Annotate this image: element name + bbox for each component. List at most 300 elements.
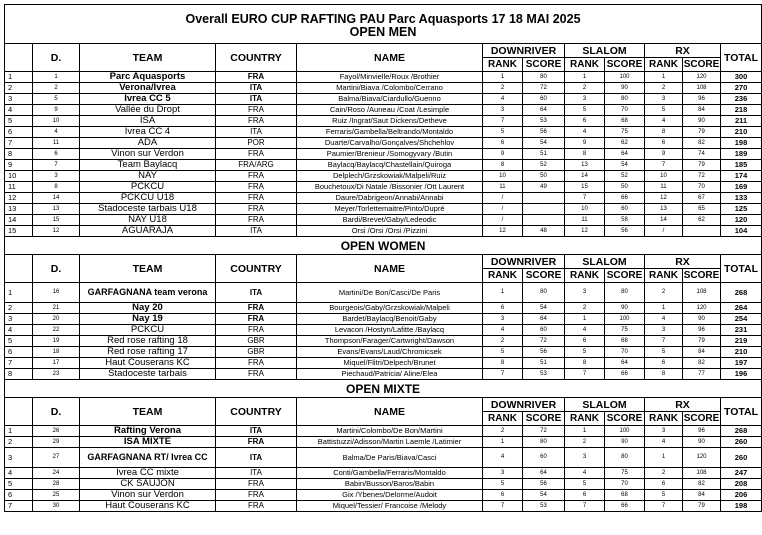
slalom-score-cell: 68 (605, 490, 645, 501)
downriver-score-header: SCORE (523, 269, 565, 283)
country-cell: FRA (216, 116, 297, 127)
table-row (5, 127, 762, 138)
downriver-rank-cell: 2 (483, 426, 523, 437)
downriver-score-cell: 54 (523, 490, 565, 501)
country-cell: FRA (216, 149, 297, 160)
total-cell: 208 (721, 479, 762, 490)
downriver-rank-cell: 4 (483, 325, 523, 336)
country-cell: GBR (216, 336, 297, 347)
rx-rank-cell: 1 (645, 72, 683, 83)
rx-score-cell: 65 (683, 204, 721, 215)
country-cell: ITA (216, 468, 297, 479)
rx-rank-header: RANK (645, 269, 683, 283)
slalom-rank-cell: 5 (565, 347, 605, 358)
slalom-rank-cell: 5 (565, 479, 605, 490)
slalom-score-cell: 62 (605, 138, 645, 149)
slalom-rank-cell: 2 (565, 303, 605, 314)
country-cell: FRA (216, 204, 297, 215)
names-cell: Evans/Evans/Laud/Chromicsek (297, 347, 483, 358)
position-cell: 15 (5, 226, 33, 237)
section-title: OPEN WOMEN (5, 237, 762, 255)
col-pos-header (5, 44, 33, 72)
country-cell: FRA/ARG (216, 160, 297, 171)
names-cell: Balma/De Paris/Biava/Casci (297, 448, 483, 468)
bib-cell: 27 (33, 448, 80, 468)
bib-cell: 19 (33, 336, 80, 347)
slalom-score-cell: 54 (605, 160, 645, 171)
downriver-rank-cell: / (483, 215, 523, 226)
slalom-score-cell: 60 (605, 204, 645, 215)
results-sheet (4, 4, 759, 512)
col-team-header: TEAM (80, 398, 216, 426)
table-row (5, 138, 762, 149)
names-cell: Baylacq/Baylacq/Chastellain/Quiroga (297, 160, 483, 171)
rx-score-cell: 108 (683, 283, 721, 303)
slalom-rank-cell: 6 (565, 336, 605, 347)
position-cell: 2 (5, 83, 33, 94)
total-cell: 219 (721, 336, 762, 347)
rx-rank-cell: 8 (645, 369, 683, 380)
downriver-rank-header: RANK (483, 58, 523, 72)
total-cell: 197 (721, 358, 762, 369)
downriver-score-cell: 72 (523, 426, 565, 437)
slalom-score-cell: 68 (605, 116, 645, 127)
downriver-rank-cell: 5 (483, 127, 523, 138)
downriver-score-cell (523, 215, 565, 226)
downriver-rank-cell: 1 (483, 72, 523, 83)
bib-cell: 24 (33, 468, 80, 479)
rx-score-cell: 82 (683, 358, 721, 369)
rx-header: RX (645, 44, 721, 58)
names-cell: Miquel/Flitri/Delpech/Brunet (297, 358, 483, 369)
names-cell: Bardet/Baylacq/Benoit/Gaby (297, 314, 483, 325)
table-row (5, 72, 762, 83)
table-row (5, 303, 762, 314)
total-cell: 300 (721, 72, 762, 83)
slalom-rank-cell: 13 (565, 160, 605, 171)
bib-cell: 18 (33, 347, 80, 358)
team-cell: CK SAUJON (80, 479, 216, 490)
table-row (5, 226, 762, 237)
table-row (5, 336, 762, 347)
downriver-score-cell: 53 (523, 116, 565, 127)
team-cell: Red rose rafting 18 (80, 336, 216, 347)
downriver-score-cell: 53 (523, 501, 565, 512)
rx-rank-cell: 3 (645, 94, 683, 105)
bib-cell: 5 (33, 94, 80, 105)
country-cell: GBR (216, 347, 297, 358)
rx-score-cell: 79 (683, 501, 721, 512)
table-row (5, 182, 762, 193)
rx-rank-cell: 11 (645, 182, 683, 193)
bib-cell: 12 (33, 226, 80, 237)
total-cell: 268 (721, 426, 762, 437)
slalom-score-cell: 100 (605, 72, 645, 83)
downriver-rank-cell: 7 (483, 116, 523, 127)
rx-rank-cell: 1 (645, 303, 683, 314)
bib-cell: 25 (33, 490, 80, 501)
col-d-header: D. (33, 398, 80, 426)
col-country-header: COUNTRY (216, 255, 297, 283)
rx-score-header: SCORE (683, 59, 720, 70)
rx-header: RX (645, 398, 721, 412)
names-cell: Levacon /Hostyn/Lafitte /Baylacq (297, 325, 483, 336)
names-cell: Thompson/Farager/Cartwright/Dawson (297, 336, 483, 347)
team-cell: PCKCU U18 (80, 193, 216, 204)
total-cell: 169 (721, 182, 762, 193)
rx-score-cell: 90 (683, 116, 721, 127)
slalom-score-cell: 90 (605, 437, 645, 448)
table-row (5, 160, 762, 171)
position-cell: 5 (5, 336, 33, 347)
downriver-score-header: SCORE (523, 58, 565, 72)
total-cell: 264 (721, 303, 762, 314)
slalom-score-cell: 66 (605, 501, 645, 512)
country-cell: FRA (216, 303, 297, 314)
total-cell: 260 (721, 448, 762, 468)
slalom-score-cell: 80 (605, 94, 645, 105)
country-cell: FRA (216, 479, 297, 490)
country-cell: FRA (216, 171, 297, 182)
rx-score-cell: 108 (683, 83, 721, 94)
slalom-score-cell: 52 (605, 171, 645, 182)
slalom-rank-cell: 10 (565, 204, 605, 215)
slalom-rank-cell: 7 (565, 501, 605, 512)
slalom-rank-cell: 9 (565, 138, 605, 149)
slalom-rank-cell: 1 (565, 72, 605, 83)
position-cell: 1 (5, 426, 33, 437)
downriver-score-cell: 56 (523, 479, 565, 490)
names-cell: Babin/Busson/Baros/Babin (297, 479, 483, 490)
rx-rank-cell: 2 (645, 283, 683, 303)
team-cell: AGUARAJA (80, 226, 216, 237)
col-country-header: COUNTRY (216, 44, 297, 72)
rx-score-cell: 79 (683, 127, 721, 138)
section-title-row (5, 380, 762, 398)
slalom-rank-cell: 1 (565, 314, 605, 325)
table-row (5, 193, 762, 204)
team-cell: Ivrea CC mixte (80, 468, 216, 479)
country-cell: POR (216, 138, 297, 149)
downriver-rank-cell: 11 (483, 182, 523, 193)
total-cell: 247 (721, 468, 762, 479)
country-cell: ITA (216, 127, 297, 138)
rx-score-cell: 96 (683, 325, 721, 336)
team-cell: GARFAGNANA RT/ Ivrea CC (80, 448, 216, 468)
rx-score-cell: 74 (683, 149, 721, 160)
table-row (5, 347, 762, 358)
slalom-rank-cell: 14 (565, 171, 605, 182)
downriver-score-cell: 60 (523, 94, 565, 105)
names-cell: Miquel/Tessier/ Francoise /Melody (297, 501, 483, 512)
slalom-rank-cell: 3 (565, 283, 605, 303)
downriver-score-cell: 51 (523, 358, 565, 369)
total-cell: 260 (721, 437, 762, 448)
rx-rank-cell: 7 (645, 336, 683, 347)
rx-score-cell: 84 (683, 347, 721, 358)
country-cell: FRA (216, 501, 297, 512)
total-cell: 254 (721, 314, 762, 325)
names-cell: Gix /Ybenes/Delorme/Audoit (297, 490, 483, 501)
names-cell: Duarte/Carvalho/Gonçalves/Shchehlov (297, 138, 483, 149)
position-cell: 4 (5, 105, 33, 116)
country-cell: ITA (216, 83, 297, 94)
downriver-score-cell: 80 (523, 437, 565, 448)
slalom-score-cell: 70 (605, 479, 645, 490)
slalom-rank-header: RANK (565, 58, 605, 72)
position-cell: 6 (5, 127, 33, 138)
team-cell: Verona/Ivrea (80, 83, 216, 94)
bib-cell: 23 (33, 369, 80, 380)
rx-score-cell: 82 (683, 479, 721, 490)
bib-cell: 20 (33, 314, 80, 325)
names-cell: Martini/Colombo/De Bon/Martini (297, 426, 483, 437)
downriver-score-cell: 54 (523, 303, 565, 314)
position-cell: 5 (5, 116, 33, 127)
header-row (5, 44, 762, 58)
slalom-rank-cell: 2 (565, 83, 605, 94)
slalom-rank-header: RANK (565, 412, 605, 426)
rx-rank-cell: 2 (645, 83, 683, 94)
table-row (5, 468, 762, 479)
team-cell: Parc Aquasports (80, 72, 216, 83)
position-cell: 3 (5, 314, 33, 325)
names-cell: Bardi/Brevet/Gaby/Ledeodic (297, 215, 483, 226)
slalom-score-cell: 100 (605, 314, 645, 325)
downriver-rank-cell: 6 (483, 138, 523, 149)
names-cell: Paumier/Brenieur /Somogyvary /Butin (297, 149, 483, 160)
slalom-rank-cell: 11 (565, 215, 605, 226)
table-row (5, 358, 762, 369)
country-cell: FRA (216, 490, 297, 501)
bib-cell: 9 (33, 105, 80, 116)
slalom-score-header: SCORE (605, 269, 645, 283)
rx-score-cell: 96 (683, 426, 721, 437)
downriver-rank-cell: 4 (483, 94, 523, 105)
team-cell: NAY (80, 171, 216, 182)
table-row (5, 171, 762, 182)
country-cell: FRA (216, 314, 297, 325)
downriver-rank-cell: 8 (483, 358, 523, 369)
team-cell: Team Baylacq (80, 160, 216, 171)
downriver-score-cell: 72 (523, 336, 565, 347)
position-cell: 7 (5, 501, 33, 512)
downriver-score-cell: 64 (523, 105, 565, 116)
slalom-rank-cell: 7 (565, 193, 605, 204)
bib-cell: 3 (33, 171, 80, 182)
team-cell: PCKCU (80, 325, 216, 336)
position-cell: 13 (5, 204, 33, 215)
team-cell: Ivrea CC 4 (80, 127, 216, 138)
rx-score-cell: 79 (683, 160, 721, 171)
rx-score-cell: 62 (683, 215, 721, 226)
team-cell: Red rose rafting 17 (80, 347, 216, 358)
slalom-rank-cell: 6 (565, 116, 605, 127)
table-row (5, 325, 762, 336)
downriver-rank-cell: 1 (483, 437, 523, 448)
downriver-header: DOWNRIVER (483, 255, 565, 269)
slalom-header: SLALOM (565, 255, 645, 269)
downriver-rank-cell: 4 (483, 448, 523, 468)
slalom-rank-cell: 15 (565, 182, 605, 193)
rx-rank-cell: 13 (645, 204, 683, 215)
downriver-score-cell: 80 (523, 72, 565, 83)
position-cell: 1 (5, 283, 33, 303)
position-cell: 11 (5, 182, 33, 193)
total-header: TOTAL (721, 398, 762, 426)
rx-score-cell: 108 (683, 468, 721, 479)
position-cell: 9 (5, 160, 33, 171)
rx-rank-cell: 6 (645, 479, 683, 490)
rx-score-cell: 84 (683, 105, 721, 116)
slalom-score-cell: 64 (605, 149, 645, 160)
names-cell: Martini/Biava /Colombo/Cerrano (297, 83, 483, 94)
slalom-rank-cell: 12 (565, 226, 605, 237)
slalom-rank-cell: 2 (565, 437, 605, 448)
position-cell: 3 (5, 94, 33, 105)
downriver-rank-cell: 3 (483, 314, 523, 325)
rx-score-cell: 90 (683, 314, 721, 325)
table-row (5, 204, 762, 215)
names-cell: Orsi /Orsi /Orsi /Pizzini (297, 226, 483, 237)
downriver-score-cell: 50 (523, 171, 565, 182)
title-row (5, 5, 762, 44)
downriver-score-cell: 64 (523, 314, 565, 325)
country-cell: ITA (216, 448, 297, 468)
rx-rank-cell: 2 (645, 468, 683, 479)
country-cell: FRA (216, 182, 297, 193)
slalom-score-cell: 75 (605, 468, 645, 479)
downriver-rank-header: RANK (483, 269, 523, 283)
team-cell: PCKCU (80, 182, 216, 193)
country-cell: FRA (216, 369, 297, 380)
slalom-rank-cell: 8 (565, 149, 605, 160)
rx-score-cell: 120 (683, 72, 721, 83)
slalom-score-cell: 58 (605, 215, 645, 226)
table-row (5, 448, 762, 468)
team-cell: Vallée du Dropt (80, 105, 216, 116)
team-cell: Stadoceste tarbais U18 (80, 204, 216, 215)
position-cell: 7 (5, 138, 33, 149)
col-d-header: D. (33, 44, 80, 72)
position-cell: 12 (5, 193, 33, 204)
col-name-header: NAME (297, 255, 483, 283)
downriver-rank-cell: 2 (483, 83, 523, 94)
table-row (5, 105, 762, 116)
table-row (5, 479, 762, 490)
slalom-score-cell: 50 (605, 182, 645, 193)
rx-score-header: SCORE (683, 413, 720, 424)
total-header: TOTAL (721, 255, 762, 283)
bib-cell: 7 (33, 160, 80, 171)
downriver-score-cell: 60 (523, 325, 565, 336)
total-cell: 125 (721, 204, 762, 215)
page-title-line2: OPEN MEN (349, 25, 417, 39)
names-cell: Ruiz /Ingrat/Saut Dickens/Detheve (297, 116, 483, 127)
rx-rank-cell: 10 (645, 171, 683, 182)
total-cell: 210 (721, 127, 762, 138)
downriver-rank-cell: / (483, 193, 523, 204)
rx-rank-cell: 4 (645, 314, 683, 325)
rx-rank-cell: 8 (645, 127, 683, 138)
rx-rank-cell: 3 (645, 325, 683, 336)
results-table (4, 4, 762, 512)
rx-rank-cell: 5 (645, 490, 683, 501)
downriver-score-cell: 56 (523, 127, 565, 138)
country-cell: FRA (216, 437, 297, 448)
bib-cell: 17 (33, 358, 80, 369)
names-cell: Bouchetoux/Di Natale /Bissonier /Ott Laurent (297, 182, 483, 193)
country-cell: FRA (216, 105, 297, 116)
downriver-rank-cell: 8 (483, 160, 523, 171)
team-cell: ISA MIXTE (80, 437, 216, 448)
bib-cell: 28 (33, 479, 80, 490)
rx-rank-cell: 3 (645, 426, 683, 437)
rx-rank-cell: 14 (645, 215, 683, 226)
downriver-score-cell (523, 193, 565, 204)
slalom-score-cell: 66 (605, 193, 645, 204)
rx-score-cell: 70 (683, 182, 721, 193)
downriver-score-cell: 48 (523, 226, 565, 237)
names-cell: Martini/De Bon/Casci/De Paris (297, 283, 483, 303)
downriver-rank-header: RANK (483, 412, 523, 426)
country-cell: FRA (216, 72, 297, 83)
names-cell: Bourgeois/Gaby/Grzskowiak/Malpeli (297, 303, 483, 314)
country-cell: ITA (216, 226, 297, 237)
total-cell: 120 (721, 215, 762, 226)
names-cell: Balma/Biava/Ciardullo/Guenno (297, 94, 483, 105)
slalom-score-cell: 90 (605, 83, 645, 94)
slalom-header: SLALOM (565, 44, 645, 58)
slalom-score-cell: 56 (605, 226, 645, 237)
total-cell: 189 (721, 149, 762, 160)
country-cell: ITA (216, 283, 297, 303)
downriver-score-cell: 64 (523, 468, 565, 479)
page-title (5, 5, 762, 44)
downriver-rank-cell: 6 (483, 303, 523, 314)
table-row (5, 437, 762, 448)
position-cell: 3 (5, 448, 33, 468)
bib-cell: 8 (33, 182, 80, 193)
rx-rank-cell: 5 (645, 105, 683, 116)
total-cell: 236 (721, 94, 762, 105)
position-cell: 2 (5, 303, 33, 314)
downriver-score-cell: 80 (523, 283, 565, 303)
col-name-header: NAME (297, 398, 483, 426)
slalom-rank-cell: 3 (565, 94, 605, 105)
slalom-score-cell: 80 (605, 283, 645, 303)
table-row (5, 501, 762, 512)
names-cell: Cain/Roso /Auneau /Coat /Lesimple (297, 105, 483, 116)
total-cell: 206 (721, 490, 762, 501)
slalom-score-cell: 66 (605, 369, 645, 380)
total-cell: 198 (721, 138, 762, 149)
rx-rank-cell: 4 (645, 437, 683, 448)
col-team-header: TEAM (80, 255, 216, 283)
bib-cell: 21 (33, 303, 80, 314)
downriver-score-cell: 49 (523, 182, 565, 193)
team-cell: GARFAGNANA team verona (80, 283, 216, 303)
bib-cell: 22 (33, 325, 80, 336)
table-row (5, 283, 762, 303)
rx-rank-cell: / (645, 226, 683, 237)
col-pos-header (5, 398, 33, 426)
downriver-rank-cell: 3 (483, 468, 523, 479)
slalom-score-cell: 75 (605, 325, 645, 336)
team-cell: Haut Couserans KC (80, 501, 216, 512)
slalom-rank-cell: 6 (565, 490, 605, 501)
col-name-header: NAME (297, 44, 483, 72)
